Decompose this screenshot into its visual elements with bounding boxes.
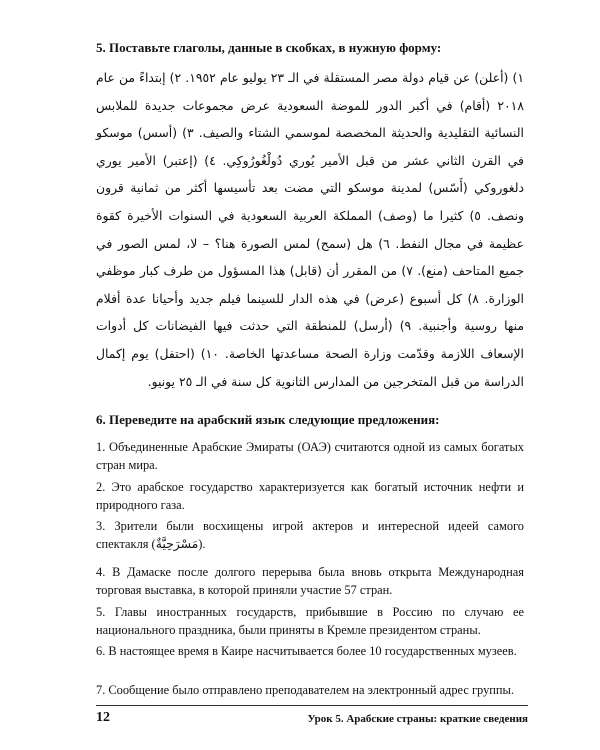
running-title: Урок 5. Арабские страны: краткие сведения [307, 713, 528, 725]
sentence-2: 2. Это арабское государство характеризуется как богатый источник нефти и природного газа. [96, 480, 524, 512]
sentence-3-arabic-word: مَسْرَحِيَّةٌ [155, 536, 199, 551]
sentence-7: 7. Сообщение было отправлено преподавателем на электронный адрес группы. [96, 683, 514, 697]
sentence-3 [96, 517, 524, 553]
sentence-6: 6. В настоящее время в Каире насчитывается более 10 государственных музеев. [96, 644, 517, 658]
exercise-6-heading: 6. Переведите на арабский язык следующие предложения: [96, 412, 440, 427]
page-number: 12 [96, 710, 110, 725]
footer-divider [96, 705, 528, 706]
sentence-4: 4. В Дамаске после долгого перерыва была вновь открыта Международная торговая выставка, в которой приняли участие 57 стран. [96, 565, 524, 597]
sentence-1: 1. Объединенные Арабские Эмираты (ОАЭ) считаются одной из самых богатых стран мира. [96, 440, 524, 472]
sentence-3-suffix: ). [198, 537, 206, 551]
exercise-5-arabic-text: ١) (أعلن) عن قيام دولة مصر المستقلة في الـ ٢٣ يوليو عام ١٩٥٢. ٢) إبتداءً من عام ٢٠١٨ (أقام) في أكبر الدور للموضة السعودية عرض مجموعات جديدة للملابس النسائية التقليدية والحديثة المخصصة لموسمي الشتاء والصيف. ٣) (أسس) موسكو في القرن الثاني عشر من قبل الأمير يُوري دُولْغُورُوكِي. ٤) (إعتبر) الأمير يوري دلغوروكي (أَسّس) لمدينة موسكو التي مضت بعد تأسيسها أكثر من ثمانية قرون ونصف. ٥) كثيرا ما (وصف) المملكة العربية السعودية في السنوات الأخيرة كقوة عظيمة في مجال النفط. ٦) هل (سمح) لمس الصورة هنا؟ – لا، لمس الصور في جميع المتاحف (منع). ٧) من المقرر أن (قابل) هذا المسؤول من طرف كبار موظفي الوزارة. ٨) كل أسبوع (عرض) في هذه الدار للسينما فيلم جديد وأحيانا عدة أفلام منها روسية وأجنبية. ٩) (أرسل) للمنطقة التي حدثت فيها الفيضانات كل أدوات الإسعاف اللازمة وقدّمت وزارة الصحة مساعدتها الخاصة. ١٠) (احتفل) يوم إكمال الدراسة من قبل المتخرجين من المدارس الثانوية كل سنة في الـ ٢٥ يونيو. [96, 70, 525, 389]
exercise-5-heading: 5. Поставьте глаголы, данные в скобках, в нужную форму: [96, 40, 442, 55]
sentence-5: 5. Главы иностранных государств, прибывшие в Россию по случаю ее национального праздника, были приняты в Кремле президентом страны. [96, 605, 524, 637]
sentence-3-text: 3. Зрители были восхищены игрой актеров и интересной идеей самого спектакля ( [96, 519, 524, 551]
